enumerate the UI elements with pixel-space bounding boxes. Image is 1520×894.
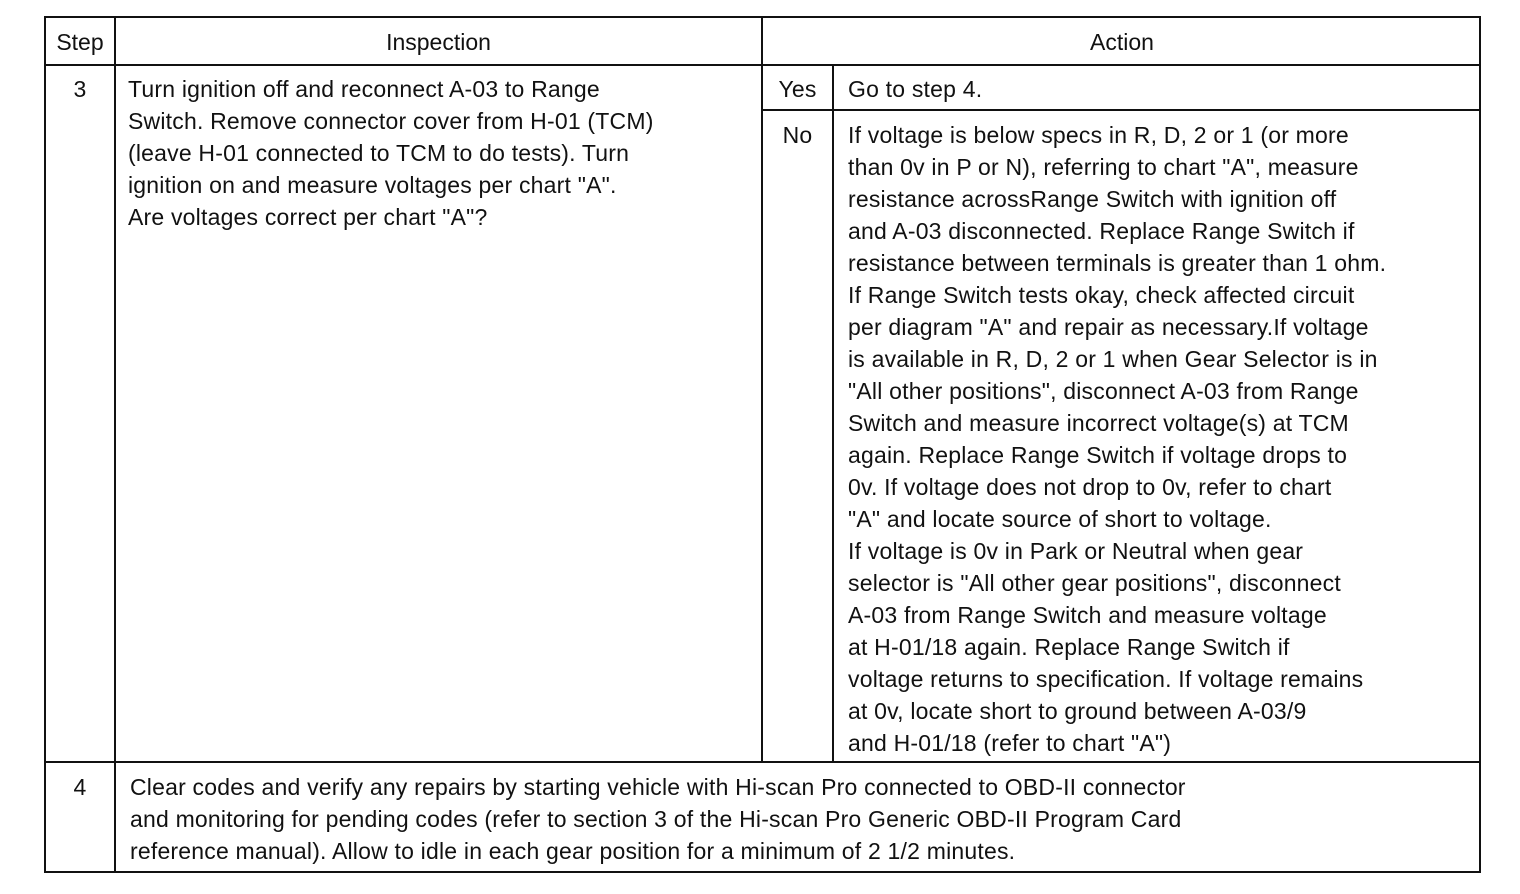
header-step: Step xyxy=(56,29,104,55)
step-column-divider xyxy=(114,16,116,873)
row-3-yes-action: Go to step 4. xyxy=(848,76,983,102)
row-3-inspection: Turn ignition off and reconnect A-03 to Range Switch. Remove connector cover from H-01 (TCM) (leave H-01 connected to TCM to do tests). Turn ignition on and measure voltages per chart "A". Are voltages correct per chart "A"? xyxy=(128,76,654,230)
row-3-no-action: If voltage is below specs in R, D, 2 or 1 (or more than 0v in P or N), referring to chart "A", measure resistance acrossRange Switch with ignition off and A-03 disconnected. Replace Range Switch if resistance between terminals is greater than 1 ohm. If Range Switch tests okay, check affected circuit per diagram "A" and repair as necessary.If voltage is available in R, D, 2 or 1 when Gear Selector is in "All other positions", disconnect A-03 from Range Switch and measure incorrect voltage(s) at TCM again. Replace Range Switch if voltage drops to 0v. If voltage does not drop to 0v, refer to chart "A" and locate source of short to voltage. If voltage is 0v in Park or Neutral when gear selector is "All other gear positions", disconnect A-03 from Range Switch and measure voltage at H-01/18 again. Replace Range Switch if voltage returns to specification. If voltage remains at 0v, locate short to ground between A-03/9 and H-01/18 (refer to chart "A") xyxy=(848,122,1387,756)
yes-no-divider xyxy=(763,109,1481,111)
yes-no-label-divider xyxy=(832,64,834,763)
row-3-no-label: No xyxy=(782,122,813,148)
header-inspection: Inspection xyxy=(386,29,491,55)
row-4-inspection: Clear codes and verify any repairs by starting vehicle with Hi-scan Pro connected to OBD-II connector and monitoring for pending codes (refer to section 3 of the Hi-scan Pro Generic OBD-II Program Card reference manual). Allow to idle in each gear position for a minimum of 2 1/2 minutes. xyxy=(130,774,1186,864)
row-4-step: 4 xyxy=(73,774,87,800)
row-3-yes-label: Yes xyxy=(778,76,817,102)
header-action: Action xyxy=(1090,29,1154,55)
row-3-step: 3 xyxy=(73,76,87,102)
